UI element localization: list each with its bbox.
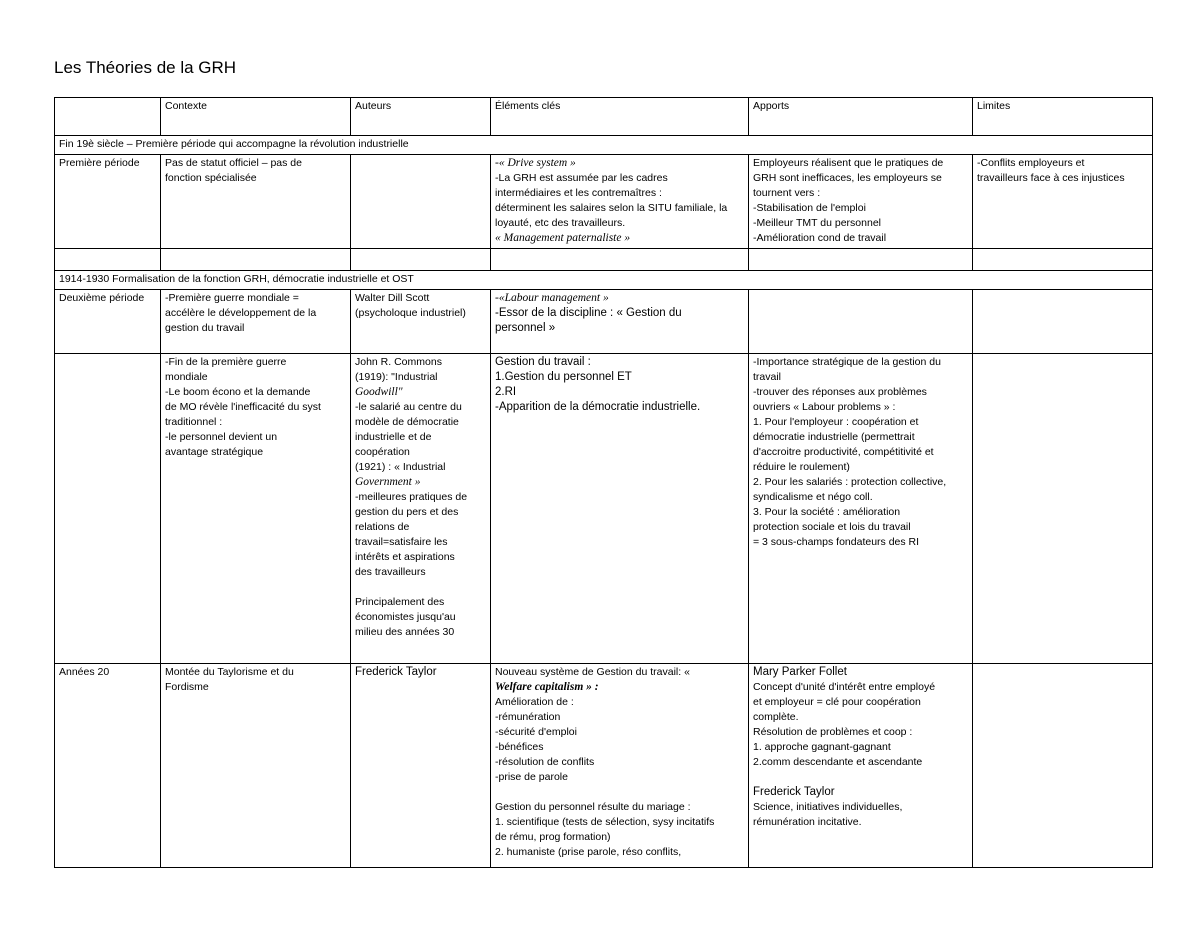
empty-cell	[55, 249, 161, 271]
contexte-cell: -Fin de la première guerre mondiale -Le boom écono et la demande de MO révèle l'inefficacité du syst traditionnel : -le personnel devient un avantage stratégique	[161, 354, 351, 664]
header-limites: Limites	[973, 98, 1153, 136]
empty-row	[55, 249, 1153, 271]
empty-cell	[973, 249, 1153, 271]
auteurs-cell: Frederick Taylor	[351, 664, 491, 868]
auteurs-cell: Walter Dill Scott (psycholoque industriel)	[351, 290, 491, 354]
limites-cell	[973, 290, 1153, 354]
apports-cell	[749, 290, 973, 354]
grh-theories-table	[54, 97, 1153, 868]
auteurs-cell: John R. Commons (1919): "Industrial Goodwill" -le salarié au centre du modèle de démocratie industrielle et de coopération (1921) : « Industrial Government » -meilleures pratiques de gestion du pers et des relations de travail=satisfaire les intérêts et aspirations des travailleurs Principalement des économistes jusqu'au milieu des années 30	[351, 354, 491, 664]
elements-cell: Gestion du travail : 1.Gestion du personnel ET 2.RI -Apparition de la démocratie industrielle.	[491, 354, 749, 664]
table-row-apres-guerre	[55, 354, 1153, 664]
empty-cell	[161, 249, 351, 271]
row-label: Années 20	[55, 664, 161, 868]
contexte-cell: Montée du Taylorisme et du Fordisme	[161, 664, 351, 868]
apports-cell: -Importance stratégique de la gestion du travail -trouver des réponses aux problèmes ouvriers « Labour problems » : 1. Pour l'employeur : coopération et démocratie industrielle (permettrait d'accroitre productivité, compétitivité et réduire le roulement) 2. Pour les salariés : protection collective, syndicalisme et négo coll. 3. Pour la société : amélioration protection sociale et lois du travail = 3 sous-champs fondateurs des RI	[749, 354, 973, 664]
auteurs-cell	[351, 155, 491, 249]
section-title-2: 1914-1930 Formalisation de la fonction GRH, démocratie industrielle et OST	[55, 271, 1153, 290]
table-row-premiere-periode	[55, 155, 1153, 249]
header-contexte: Contexte	[161, 98, 351, 136]
empty-cell	[749, 249, 973, 271]
header-apports: Apports	[749, 98, 973, 136]
header-row	[55, 98, 1153, 136]
table-row-annees-20	[55, 664, 1153, 868]
section-row-1	[55, 136, 1153, 155]
table-row-deuxieme-periode	[55, 290, 1153, 354]
document-title: Les Théories de la GRH	[54, 58, 237, 77]
contexte-cell: -Première guerre mondiale = accélère le développement de la gestion du travail	[161, 290, 351, 354]
apports-cell: Employeurs réalisent que le pratiques de GRH sont inefficaces, les employeurs se tournent vers : -Stabilisation de l'emploi -Meilleur TMT du personnel -Amélioration cond de travail	[749, 155, 973, 249]
section-title-1: Fin 19è siècle – Première période qui accompagne la révolution industrielle	[55, 136, 1153, 155]
header-elements: Éléments clés	[491, 98, 749, 136]
elements-cell: -« Drive system » -La GRH est assumée par les cadres intermédiaires et les contremaîtres : déterminent les salaires selon la SITU familiale, la loyauté, etc des travailleurs. « Management paternaliste »	[491, 155, 749, 249]
apports-cell: Mary Parker Follet Concept d'unité d'intérêt entre employé et employeur = clé pour coopération complète. Résolution de problèmes et coop : 1. approche gagnant-gagnant 2.comm descendante et ascendante Frederick Taylor Science, initiatives individuelles, rémunération incitative.	[749, 664, 973, 868]
header-auteurs: Auteurs	[351, 98, 491, 136]
limites-cell	[973, 354, 1153, 664]
empty-cell	[491, 249, 749, 271]
elements-cell: -«Labour management » -Essor de la discipline : « Gestion du personnel »	[491, 290, 749, 354]
elements-cell: Nouveau système de Gestion du travail: « Welfare capitalism » : Amélioration de : -rémunération -sécurité d'emploi -bénéfices -résolution de conflits -prise de parole Gestion du personnel résulte du mariage : 1. scientifique (tests de sélection, sysy incitatifs de rému, prog formation) 2. humaniste (prise parole, réso conflits,	[491, 664, 749, 868]
empty-cell	[351, 249, 491, 271]
section-row-2	[55, 271, 1153, 290]
row-label: Première période	[55, 155, 161, 249]
header-empty-cell	[55, 98, 161, 136]
limites-cell: -Conflits employeurs et travailleurs face à ces injustices	[973, 155, 1153, 249]
row-label: Deuxième période	[55, 290, 161, 354]
row-label	[55, 354, 161, 664]
contexte-cell: Pas de statut officiel – pas de fonction spécialisée	[161, 155, 351, 249]
limites-cell	[973, 664, 1153, 868]
